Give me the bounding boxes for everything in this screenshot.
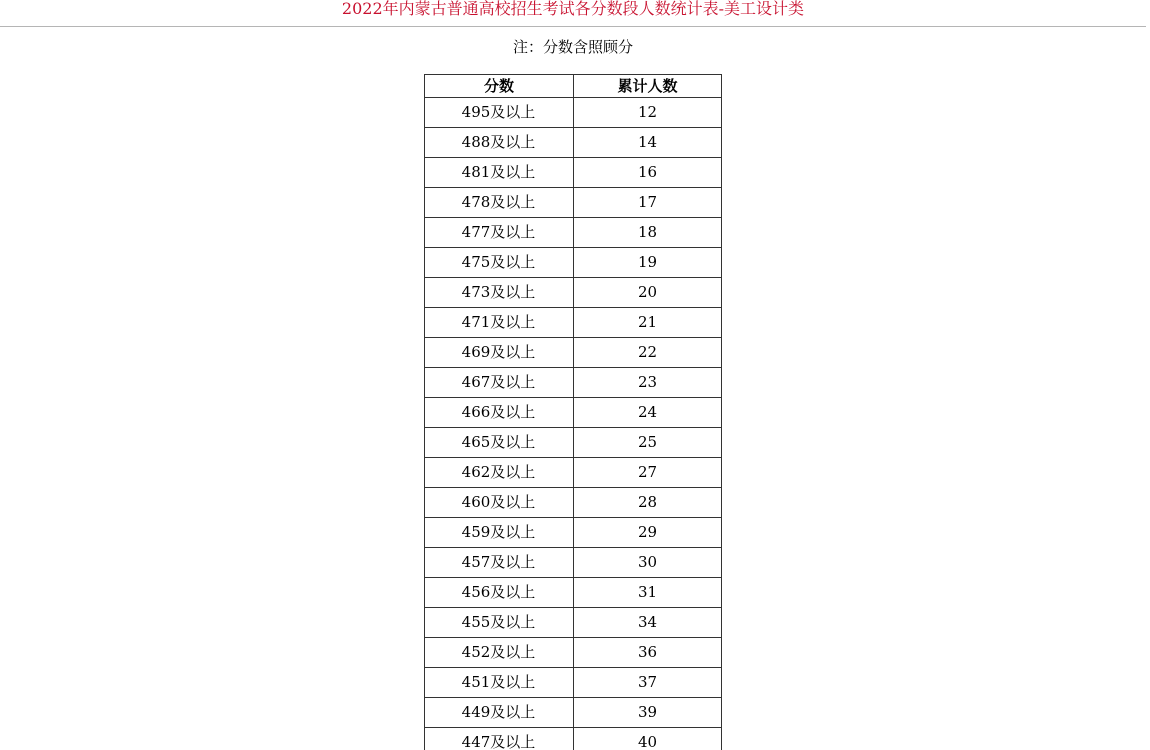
- table-row: [425, 338, 722, 368]
- table-row: [425, 98, 722, 128]
- score-cell: 457及以上: [425, 548, 574, 578]
- count-cell: 27: [574, 458, 722, 488]
- score-cell: 452及以上: [425, 638, 574, 668]
- count-cell: 34: [574, 608, 722, 638]
- count-cell: 39: [574, 698, 722, 728]
- table-header-row: [425, 75, 722, 98]
- count-cell: 22: [574, 338, 722, 368]
- score-cell: 447及以上: [425, 728, 574, 750]
- score-cell: 451及以上: [425, 668, 574, 698]
- score-cell: 488及以上: [425, 128, 574, 158]
- count-cell: 21: [574, 308, 722, 338]
- score-cell: 477及以上: [425, 218, 574, 248]
- score-cell: 471及以上: [425, 308, 574, 338]
- count-cell: 14: [574, 128, 722, 158]
- table-body: [425, 98, 722, 750]
- count-cell: 28: [574, 488, 722, 518]
- count-cell: 25: [574, 428, 722, 458]
- table-row: [425, 278, 722, 308]
- count-cell: 17: [574, 188, 722, 218]
- table-row: [425, 698, 722, 728]
- count-cell: 18: [574, 218, 722, 248]
- table-row: [425, 728, 722, 750]
- count-cell: 37: [574, 668, 722, 698]
- table-row: [425, 308, 722, 338]
- table-row: [425, 428, 722, 458]
- score-cell: 495及以上: [425, 98, 574, 128]
- score-cell: 462及以上: [425, 458, 574, 488]
- table-row: [425, 128, 722, 158]
- score-cell: 455及以上: [425, 608, 574, 638]
- score-cell: 466及以上: [425, 398, 574, 428]
- table-row: [425, 548, 722, 578]
- count-cell: 40: [574, 728, 722, 750]
- table-row: [425, 578, 722, 608]
- count-cell: 31: [574, 578, 722, 608]
- count-cell: 23: [574, 368, 722, 398]
- table-row: [425, 368, 722, 398]
- table-row: [425, 188, 722, 218]
- table-row: [425, 218, 722, 248]
- table-row: [425, 668, 722, 698]
- table-row: [425, 638, 722, 668]
- count-cell: 16: [574, 158, 722, 188]
- score-cell: 449及以上: [425, 698, 574, 728]
- header-cumulative-count: 累计人数: [574, 75, 722, 98]
- count-cell: 12: [574, 98, 722, 128]
- count-cell: 36: [574, 638, 722, 668]
- table-row: [425, 158, 722, 188]
- score-cell: 467及以上: [425, 368, 574, 398]
- count-cell: 24: [574, 398, 722, 428]
- table-row: [425, 398, 722, 428]
- count-cell: 20: [574, 278, 722, 308]
- score-cell: 456及以上: [425, 578, 574, 608]
- count-cell: 19: [574, 248, 722, 278]
- score-cell: 473及以上: [425, 278, 574, 308]
- page-title: 2022年内蒙古普通高校招生考试各分数段人数统计表-美工设计类: [0, 0, 1146, 27]
- table-row: [425, 248, 722, 278]
- score-cell: 465及以上: [425, 428, 574, 458]
- score-distribution-table: [424, 74, 722, 750]
- score-cell: 459及以上: [425, 518, 574, 548]
- table-row: [425, 458, 722, 488]
- score-cell: 481及以上: [425, 158, 574, 188]
- table-row: [425, 488, 722, 518]
- table-row: [425, 518, 722, 548]
- table-row: [425, 608, 722, 638]
- header-score: 分数: [425, 75, 574, 98]
- note-text: 注：分数含照顾分: [512, 38, 633, 56]
- count-cell: 29: [574, 518, 722, 548]
- score-cell: 478及以上: [425, 188, 574, 218]
- score-cell: 460及以上: [425, 488, 574, 518]
- score-cell: 469及以上: [425, 338, 574, 368]
- score-cell: 475及以上: [425, 248, 574, 278]
- count-cell: 30: [574, 548, 722, 578]
